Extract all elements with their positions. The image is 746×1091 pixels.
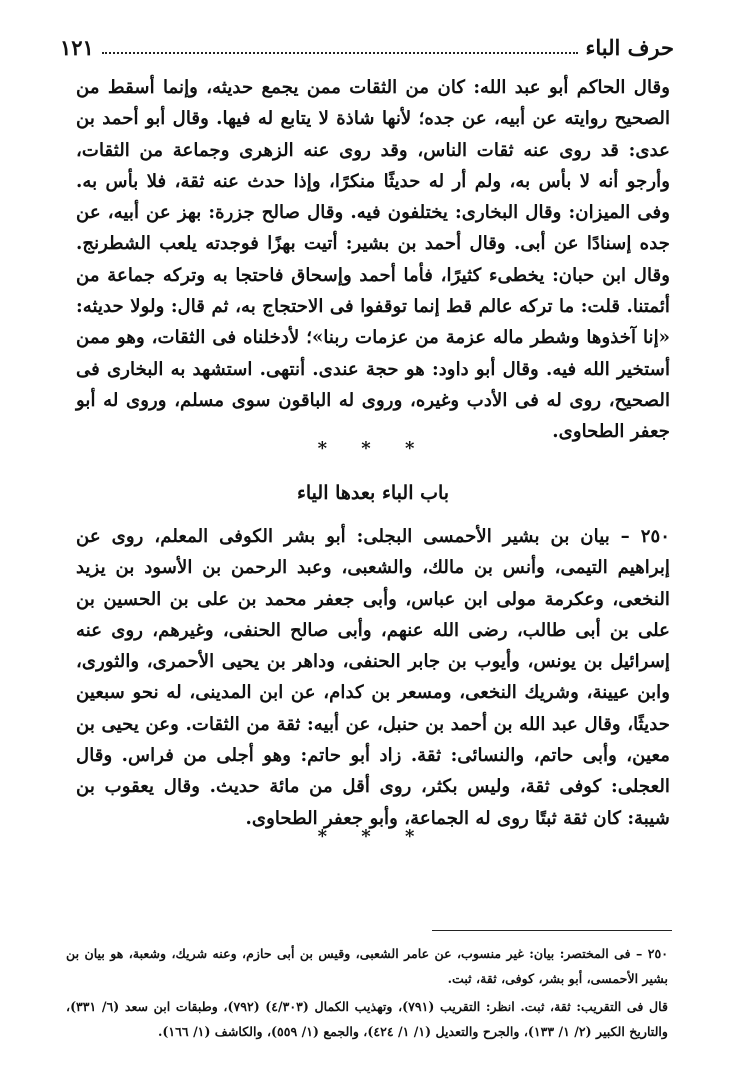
entry-250-paragraph: ٢٥٠ – بيان بن بشير الأحمسى البجلى: أبو بشر الكوفى المعلم، روى عن إبراهيم التيمى، وأنس بن مالك، والشعبى، وعبد الرحمن بن الأسود بن يزيد النخعى، وعكرمة مولى ابن عباس، وأبى جعفر محمد بن على بن الحسين بن على بن أبى طالب، رضى الله عنهم، وأبى صالح الحنفى، وغيرهم، روى عنه إسرائيل بن يونس، وأيوب بن جابر الحنفى، وداهر بن يحيى الأحمرى، والثورى، وابن عيينة، وشريك النخعى، ومسعر بن كدام، عن ابن المدينى، له نحو سبعين حديثًا، وقال عبد الله بن أحمد بن حنبل، عن أبيه: ثقة من الثقات. وعن يحيى بن معين، وأبى حاتم، والنسائى: ثقة. زاد أبو حاتم: وهو أجلى من فراس. وقال العجلى: كوفى ثقة، وليس بكثر، روى أقل من مائة حديث. وقال يعقوب بن شيبة: كان ثقة ثبتًا روى له الجماعة، وأبو جعفر الطحاوى. xyxy=(76,526,670,829)
leader-dots xyxy=(102,52,578,54)
entry-continuation-paragraph: وقال الحاكم أبو عبد الله: كان من الثقات ممن يجمع حديثه، وإنما أسقط من الصحيح روايته عن أبيه، عن جده؛ لأنها شاذة لا يتابع له فيها. وقال أبو أحمد بن عدى: قد روى عنه ثقات الناس، وقد روى عنه الزهرى وجماعة من الثقات، وأرجو أنه لا بأس به، ولم أر له حديثًا منكرًا، وإذا حدث عنه ثقة، فلا بأس به. وفى الميزان: وقال البخارى: يختلفون فيه. وقال صالح جزرة: بهز عن أبيه، عن جده إسنادًا عن أبى. وقال أحمد بن بشير: أتيت بهزًا فوجدته يلعب الشطرنج. وقال ابن حبان: يخطىء كثيرًا، فأما أحمد وإسحاق فاحتجا به وتركه جماعة من أئمتنا. قلت: ما تركه عالم قط إنما توقفوا فى الاحتجاج به، ثم قال: ولولا حديثه: «إنا آخذوها وشطر ماله عزمة من عزمات ربنا»؛ لأدخلناه فى الثقات، وهو ممن أستخير الله فيه. وقال أبو داود: هو حجة عندى. أنتهى. استشهد به البخارى فى الصحيح، روى له فى الأدب وغيره، وروى له الباقون سوى مسلم، وروى له أبو جعفر الطحاوى. xyxy=(76,77,670,443)
section-separator: * * * xyxy=(317,438,429,459)
section-heading: باب الباء بعدها الياء xyxy=(296,482,450,504)
footnote-item: ٢٥٠ – فى المختصر: بيان: غير منسوب، عن عامر الشعبى، وقيس بن أبى حازم، وعنه شريك، وشعبة، هو بيان بن بشير الأحمسى، أبو بشر، كوفى، ثقة، ثبت. xyxy=(66,946,668,986)
chapter-title: حرف الباء xyxy=(585,35,674,60)
running-header xyxy=(60,28,674,60)
footnote-item: قال فى التقريب: ثقة، ثبت. انظر: التقريب (٧٩١)، وتهذيب الكمال (٤/٣٠٣) (٧٩٢)، وطبقات ابن سعد (٦/ ٣٣١)، والتاريخ الكبير (٢/ ١/ ١٣٣)، والجرح والتعديل (١/ ١/ ٤٢٤)، والجمع (١/ ٥٥٩)، والكاشف (١/ ١٦٦). xyxy=(66,999,668,1039)
footnote-rule xyxy=(432,930,672,931)
footnotes xyxy=(66,942,668,1048)
page-number: ١٢١ xyxy=(60,35,94,60)
entry-separator: * * * xyxy=(317,826,429,847)
